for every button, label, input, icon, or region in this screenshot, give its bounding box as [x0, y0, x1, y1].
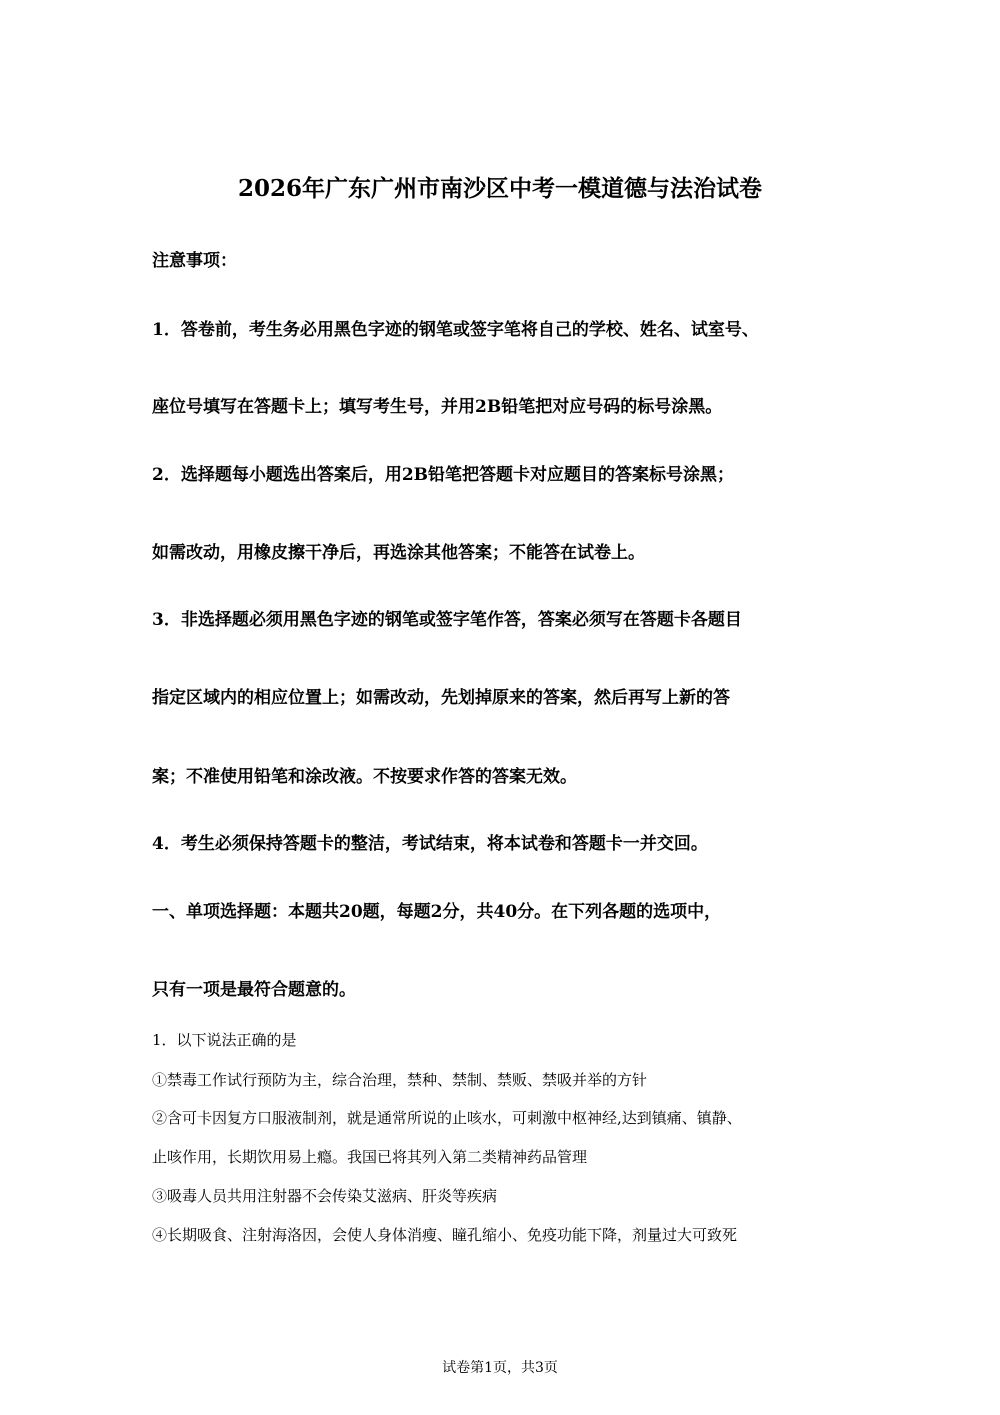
question-option: ①禁毒工作试行预防为主，综合治理，禁种、禁制、禁贩、禁吸并举的方针 — [152, 1071, 648, 1089]
page-footer: 试卷第1页，共3页 — [442, 1360, 558, 1376]
notice-line: 指定区域内的相应位置上；如需改动，先划掉原来的答案，然后再写上新的答 — [152, 688, 730, 708]
notice-heading: 注意事项： — [152, 251, 237, 271]
notice-line: 座位号填写在答题卡上；填写考生号，并用2B铅笔把对应号码的标号涂黑。 — [152, 397, 723, 417]
notice-line: 3．非选择题必须用黑色字迹的钢笔或签字笔作答，答案必须写在答题卡各题目 — [152, 610, 742, 630]
question-option: ④长期吸食、注射海洛因，会使人身体消瘦、瞳孔缩小、免疫功能下降，剂量过大可致死 — [152, 1226, 738, 1244]
notice-line: 如需改动，用橡皮擦干净后，再选涂其他答案；不能答在试卷上。 — [152, 543, 645, 563]
section-heading-cont: 只有一项是最符合题意的。 — [152, 980, 356, 1000]
page-title: 2026年广东广州市南沙区中考一模道德与法治试卷 — [237, 175, 762, 202]
section-heading: 一、单项选择题：本题共20题，每题2分，共40分。在下列各题的选项中， — [152, 902, 722, 922]
notice-line: 2．选择题每小题选出答案后，用2B铅笔把答题卡对应题目的答案标号涂黑； — [152, 465, 735, 485]
question-option: ②含可卡因复方口服液制剂，就是通常所说的止咳水，可刺激中枢神经,达到镇痛、镇静、 — [152, 1109, 742, 1127]
notice-line: 1．答卷前，考生务必用黑色字迹的钢笔或签字笔将自己的学校、姓名、试室号、 — [152, 320, 759, 340]
notice-line: 案；不准使用铅笔和涂改液。不按要求作答的答案无效。 — [152, 767, 577, 787]
notice-line: 4．考生必须保持答题卡的整洁，考试结束，将本试卷和答题卡一并交回。 — [152, 834, 708, 854]
question-option: ③吸毒人员共用注射器不会传染艾滋病、肝炎等疾病 — [152, 1187, 498, 1205]
question-stem: 1．以下说法正确的是 — [152, 1031, 297, 1049]
question-option-cont: 止咳作用，长期饮用易上瘾。我国已将其列入第二类精神药品管理 — [152, 1148, 588, 1166]
